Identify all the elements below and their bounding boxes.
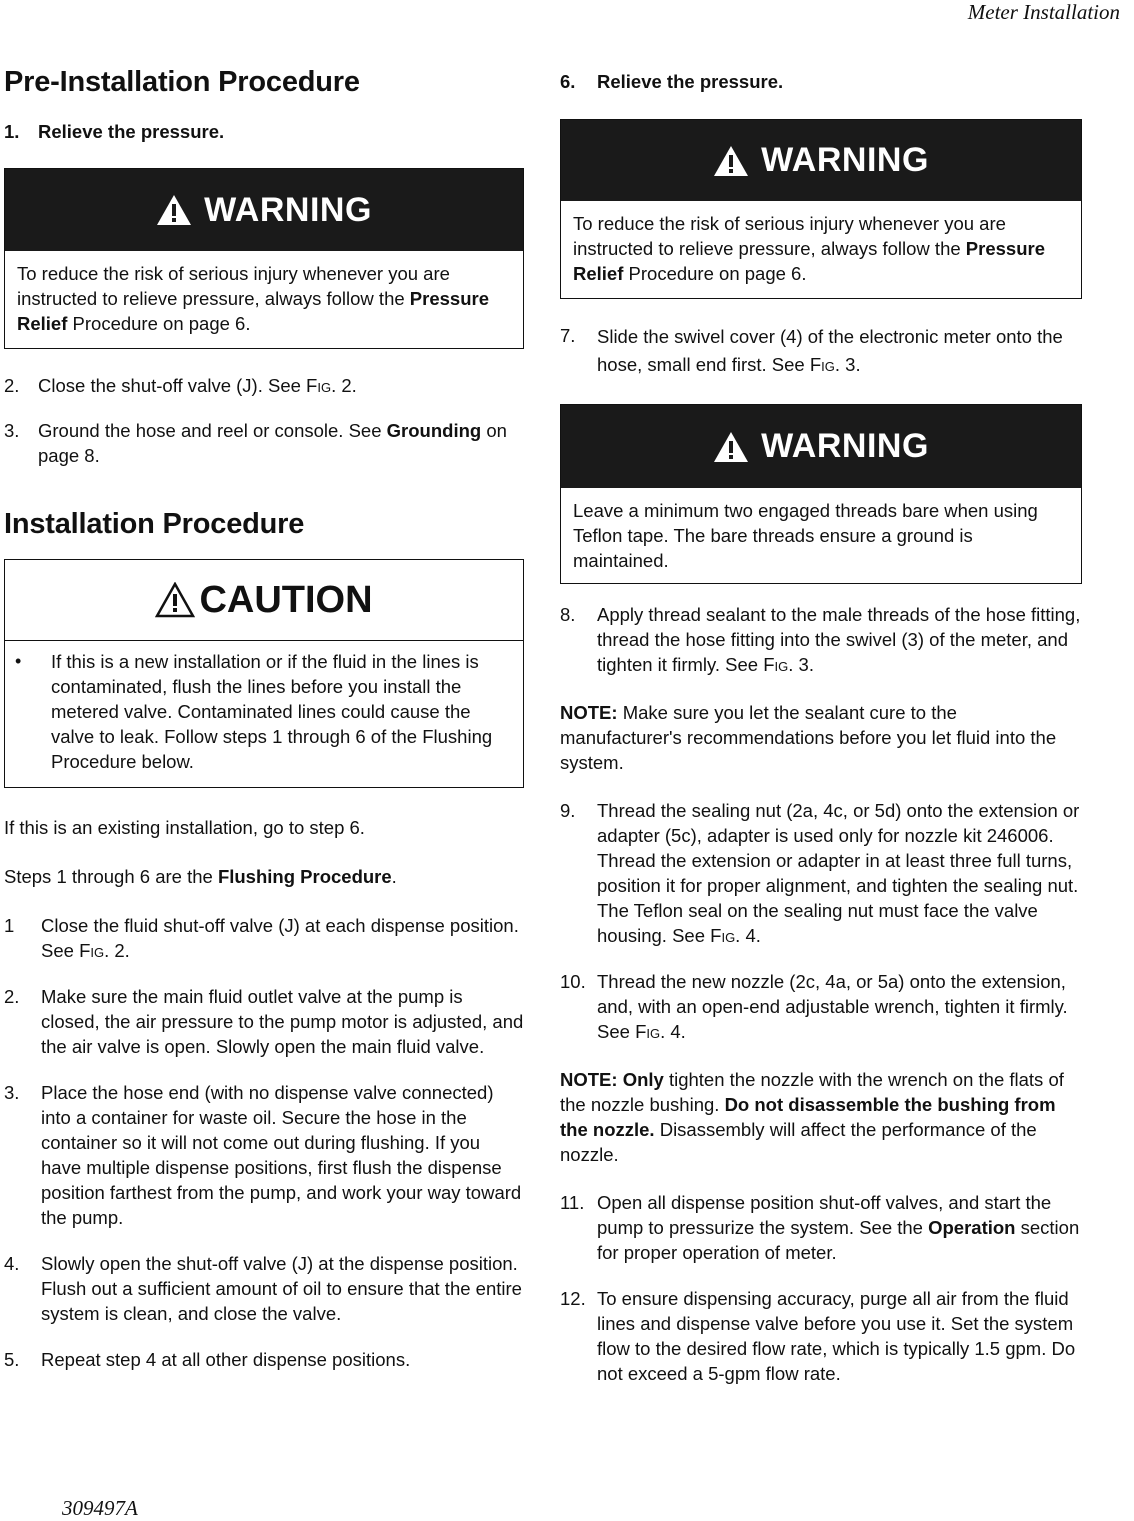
warning-text-part: Procedure on page 6.	[623, 263, 807, 284]
step-text-part: Slide the swivel cover (4) of the electronic meter onto the hose, small end first. See	[597, 326, 1063, 375]
step-text-part: Open all dispense position shut-off valves, and start the pump to pressurize the system. See the	[597, 1192, 1052, 1238]
figure-ref: Fig. 3	[809, 354, 856, 375]
step-12-purge-air	[560, 1286, 1082, 1386]
step-text-part: on page 8.	[38, 420, 507, 466]
step-text-part: Close the fluid shut-off valve (J) at each dispense position. See	[41, 915, 519, 961]
step-text-part: Ground the hose and reel or console. See	[38, 420, 387, 441]
step-text-part: .	[680, 1021, 686, 1042]
flush-step-1	[4, 913, 524, 963]
step-number: 7.	[560, 325, 576, 346]
warning-triangle-icon	[713, 431, 749, 463]
step-number: 5.	[4, 1349, 20, 1370]
step-text-part: .	[351, 375, 357, 396]
installation-heading: Installation Procedure	[4, 508, 305, 540]
step-text	[597, 323, 1082, 379]
step-number: 12.	[560, 1288, 586, 1309]
step-text: To ensure dispensing accuracy, purge all air from the fluid lines and dispense valve before you use it. Set the system flow to the desired flow rate, which is typically 1.5 gpm. Do not exceed a 5-gpm flow rate.	[597, 1288, 1076, 1384]
note-emphasis: Only	[617, 1069, 664, 1090]
caution-title: CAUTION	[199, 578, 373, 621]
warning-text-part: To reduce the risk of serious injury whenever you are instructed to relieve pressure, always follow the	[573, 213, 1006, 259]
warning-title: WARNING	[761, 427, 929, 465]
warning-text-part: Procedure on page 6.	[67, 313, 251, 334]
step-2-close-valve	[4, 373, 524, 398]
note-nozzle-bushing	[560, 1067, 1082, 1167]
warning-text-part: To reduce the risk of serious injury whenever you are instructed to relieve pressure, always follow the	[17, 263, 450, 309]
note-label: NOTE:	[560, 702, 618, 723]
operation-ref: Operation	[928, 1217, 1016, 1238]
warning-text	[5, 251, 523, 346]
step-number: 3.	[4, 1082, 20, 1103]
step-text-part: Close the shut-off valve (J). See	[38, 375, 307, 396]
step-text: Relieve the pressure.	[38, 121, 225, 142]
page-header-section: Meter Installation	[967, 0, 1120, 24]
step-number: 3.	[4, 420, 20, 441]
step-text-part: .	[855, 354, 861, 375]
step-number: 9.	[560, 800, 576, 821]
step-number: 2.	[4, 375, 20, 396]
caution-text	[5, 641, 523, 786]
warning-title: WARNING	[761, 141, 929, 179]
step-11-open-valves	[560, 1190, 1082, 1265]
bullet: •	[15, 651, 22, 671]
warning-triangle-icon	[156, 194, 192, 226]
right-column	[560, 62, 1082, 1386]
note-text: Make sure you let the sealant cure to the manufacturer's recommendations before you let fluid into the system.	[560, 702, 1057, 773]
step-text-part: .	[755, 925, 761, 946]
pre-installation-heading: Pre-Installation Procedure	[4, 66, 360, 98]
step-text-part: Thread the new nozzle (2c, 4a, or 5a) onto the extension, and, with an open-end adjustable wrench, tighten it firmly. See	[597, 971, 1068, 1042]
note-sealant-cure	[560, 700, 1082, 775]
step-text: Make sure the main fluid outlet valve at the pump is closed, the air pressure to the pump motor is adjusted, and the air valve is open. Slowly open the main fluid valve.	[41, 986, 524, 1057]
step-text: Place the hose end (with no dispense valve connected) into a container for waste oil. Secure the hose in the container so it will not come out during flushing. If you have multiple dispense positions, first flush the dispense position farthest from the pump, and work your way toward the pump.	[41, 1082, 522, 1228]
warning-box-relieve	[4, 168, 524, 349]
pressure-relief-ref: Pressure Relief	[17, 288, 489, 334]
step-text	[597, 1190, 1082, 1265]
step-text: Relieve the pressure.	[597, 71, 784, 92]
step-3-ground	[4, 418, 524, 468]
figure-ref: Fig. 2	[79, 940, 125, 961]
step-text: Repeat step 4 at all other dispense positions.	[41, 1349, 411, 1370]
intro-text-part: Steps 1 through 6 are the	[4, 866, 218, 887]
step-text	[41, 913, 524, 963]
step-number: 4.	[4, 1253, 20, 1274]
caution-triangle-icon	[155, 582, 195, 618]
warning-header	[561, 120, 1081, 201]
step-1-relieve	[4, 119, 524, 144]
figure-ref: Fig. 3	[763, 654, 809, 675]
step-text	[38, 418, 524, 468]
warning-title: WARNING	[204, 190, 372, 229]
step-8-thread-sealant	[560, 602, 1082, 677]
warning-header	[561, 405, 1081, 488]
caution-header	[5, 560, 523, 641]
step-9-sealing-nut	[560, 798, 1082, 948]
caution-text-content: If this is a new installation or if the fluid in the lines is contaminated, flush the lines before you install the metered valve. Contaminated lines could cause the valve to leak. Follow steps 1 through 6 of the Flushing Procedure below.	[51, 651, 493, 772]
warning-box-relieve-2	[560, 119, 1082, 299]
step-number: 1	[4, 915, 15, 936]
document-number: 309497A	[62, 1496, 138, 1520]
figure-ref: Fig. 2	[306, 375, 352, 396]
note-text: Disassembly will affect the performance of the nozzle.	[560, 1119, 1037, 1165]
warning-text	[561, 201, 1081, 296]
step-text-part: .	[124, 940, 130, 961]
step-text-part: Apply thread sealant to the male threads of the hose fitting, thread the hose fitting into the swivel (3) of the meter, and tighten it firmly. See	[597, 604, 1081, 675]
intro-text-part: .	[391, 866, 397, 887]
step-text-part: .	[808, 654, 814, 675]
step-6-relieve	[560, 69, 1082, 94]
flushing-procedure-ref: Flushing Procedure	[217, 866, 392, 887]
warning-triangle-icon	[713, 145, 749, 177]
step-number: 1.	[4, 121, 20, 142]
step-number: 6.	[560, 71, 576, 92]
grounding-ref: Grounding	[386, 420, 482, 441]
step-7-swivel-cover	[560, 323, 1082, 379]
step-number: 8.	[560, 604, 576, 625]
step-text	[38, 373, 524, 398]
step-text: Slowly open the shut-off valve (J) at the dispense position. Flush out a sufficient amount of oil to ensure that the entire system is clean, and close the valve.	[41, 1253, 522, 1324]
pressure-relief-ref: Pressure Relief	[573, 238, 1045, 284]
step-number: 11.	[560, 1192, 585, 1213]
flush-step-2	[4, 984, 524, 1059]
step-number: 10.	[560, 971, 586, 992]
left-column	[4, 62, 524, 1372]
note-emphasis: Do not disassemble the bushing from the nozzle.	[560, 1094, 1056, 1140]
flush-step-3	[4, 1080, 524, 1230]
figure-ref: Fig. 4	[635, 1021, 681, 1042]
flush-step-5	[4, 1347, 524, 1372]
step-number: 2.	[4, 986, 20, 1007]
step-text-part: Thread the sealing nut (2a, 4c, or 5d) onto the extension or adapter (5c), adapter is used only for nozzle kit 246006. Thread the extension or adapter in at least three full turns, position it for proper alignment, and tighten the sealing nut. The Teflon seal on the sealing nut must face the valve housing. See	[597, 800, 1080, 946]
caution-box	[4, 559, 524, 788]
step-10-nozzle	[560, 969, 1082, 1044]
flushing-intro	[4, 864, 524, 889]
step-text	[597, 602, 1082, 677]
figure-ref: Fig. 4	[710, 925, 756, 946]
step-text	[597, 798, 1082, 948]
flush-step-4	[4, 1251, 524, 1326]
warning-box-teflon	[560, 404, 1082, 584]
existing-installation-note: If this is an existing installation, go to step 6.	[4, 817, 365, 838]
step-text-part: section for proper operation of meter.	[597, 1217, 1080, 1263]
note-text: tighten the nozzle with the wrench on the flats of the nozzle bushing.	[560, 1069, 1064, 1115]
warning-header	[5, 169, 523, 251]
note-label: NOTE:	[560, 1069, 618, 1090]
step-text	[597, 969, 1082, 1044]
warning-text: Leave a minimum two engaged threads bare when using Teflon tape. The bare threads ensure a ground is maintained.	[573, 500, 1038, 571]
